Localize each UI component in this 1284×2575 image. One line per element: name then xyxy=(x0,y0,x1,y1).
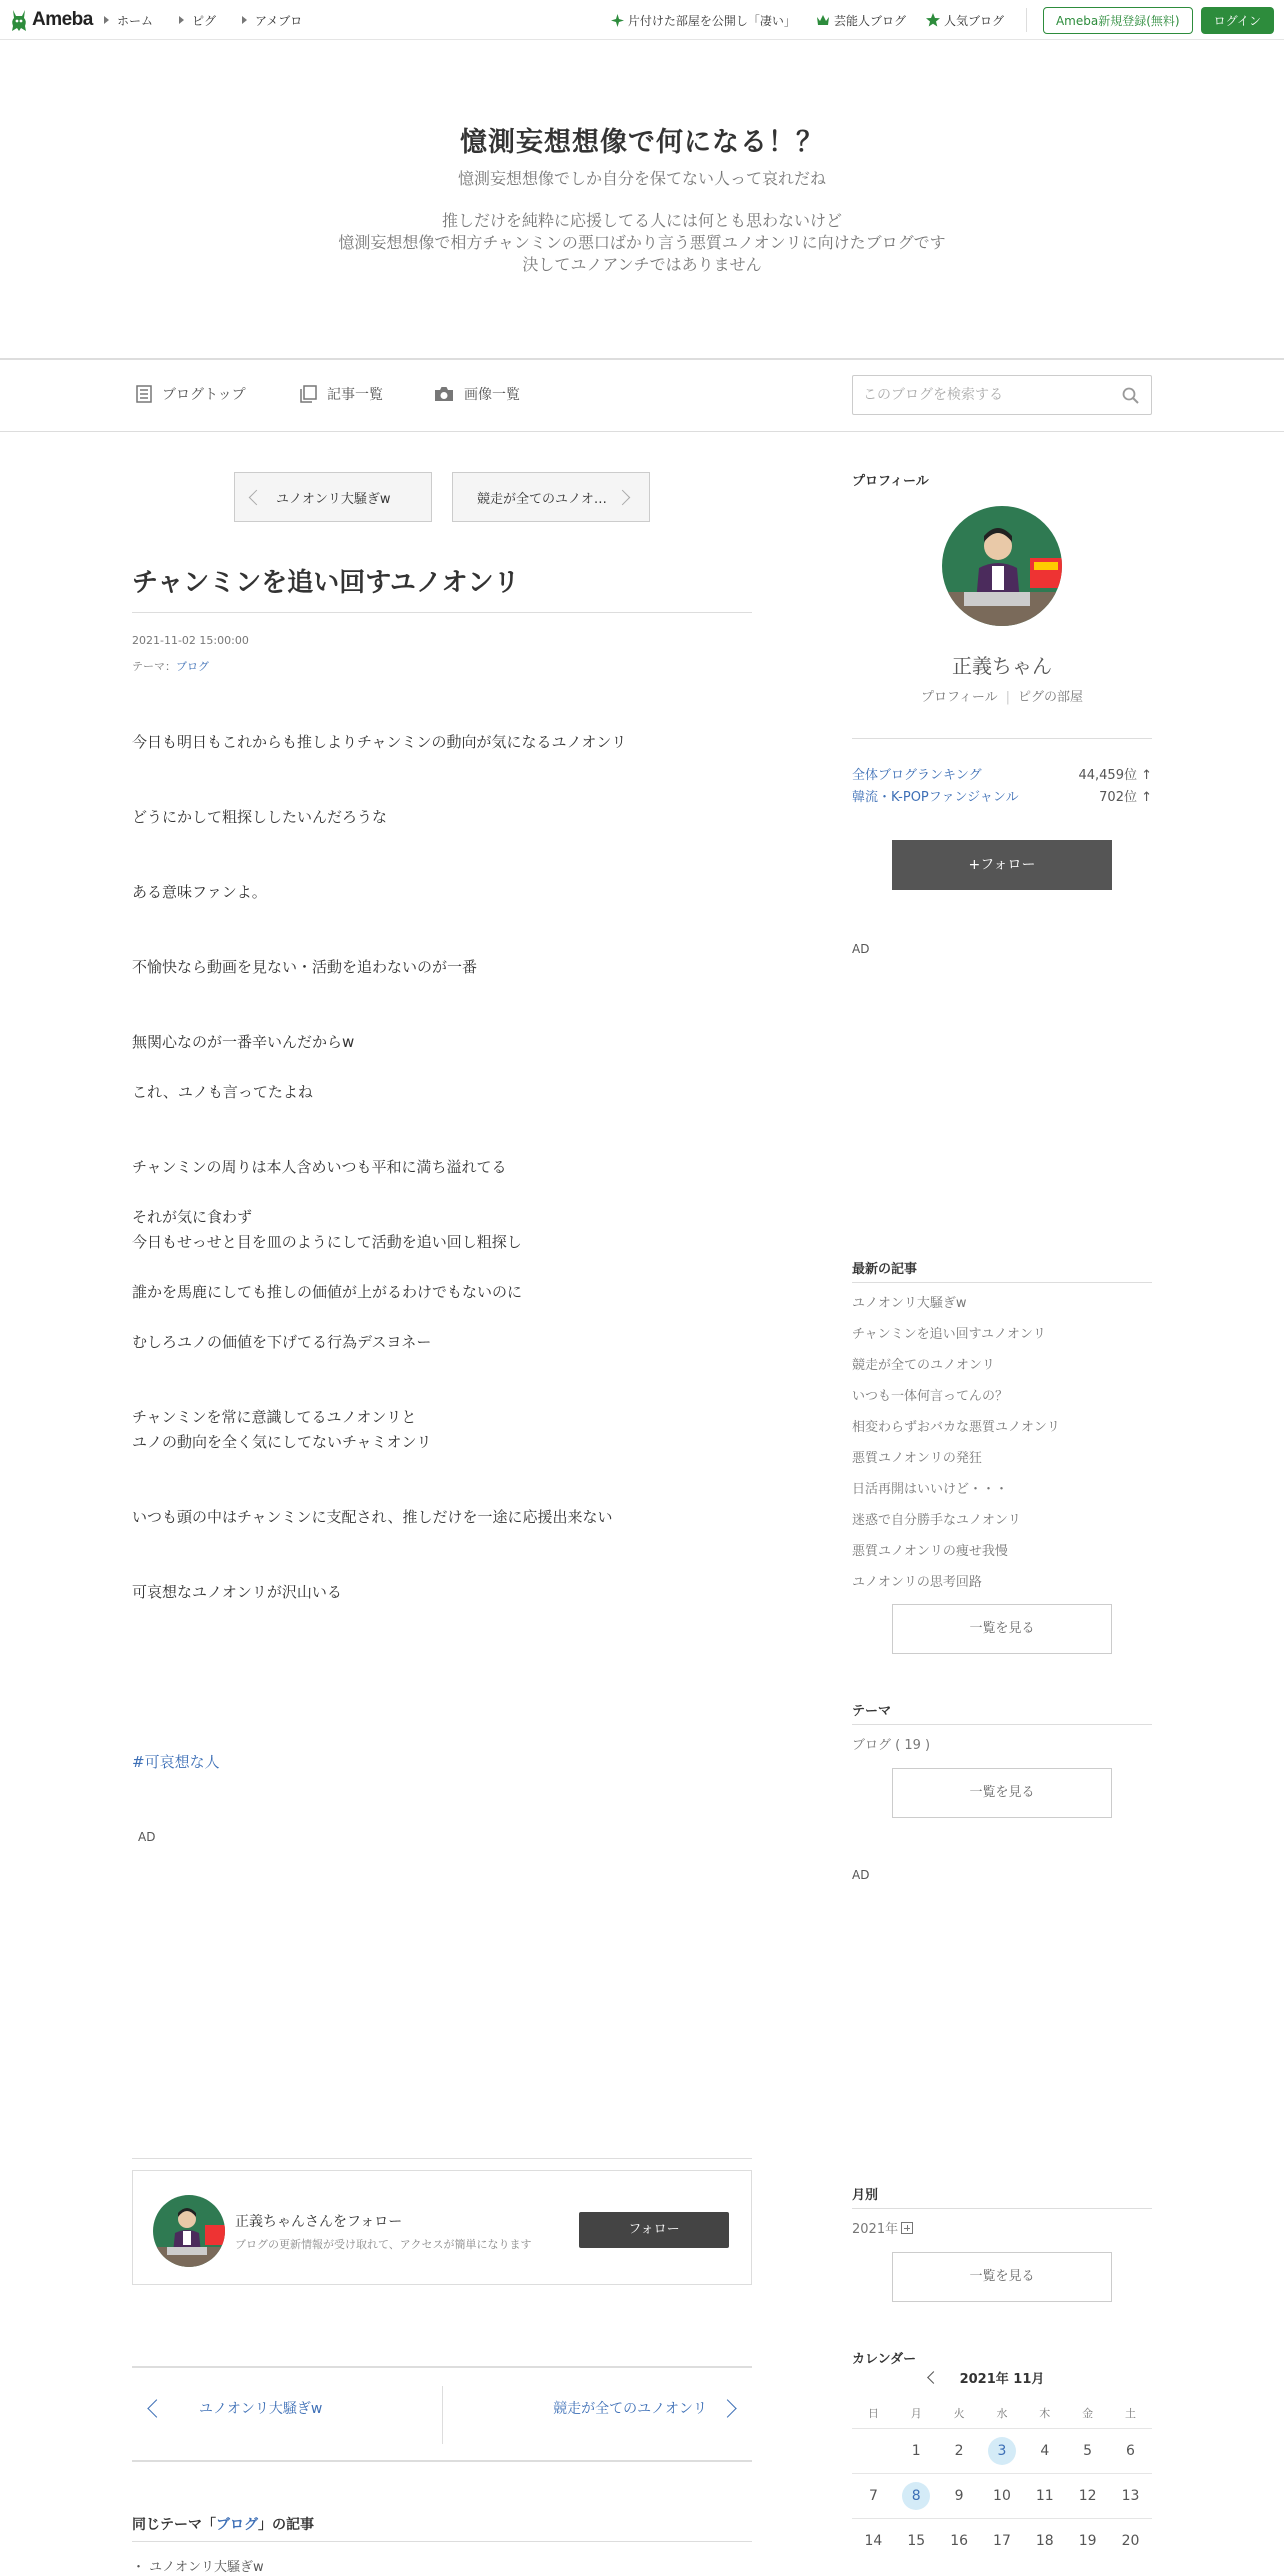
profile-heading: プロフィール xyxy=(852,474,929,489)
article-paragraph: 誰かを馬鹿にしても推しの価値が上がるわけでもないのに xyxy=(132,1283,523,1301)
next-article-link-label: 競走が全てのユノオンリ xyxy=(553,2401,707,2417)
register-button[interactable]: Ameba新規登録(無料) xyxy=(1043,7,1193,34)
weekday-label: 金 xyxy=(1082,2407,1094,2420)
ameba-logo[interactable] xyxy=(10,6,93,34)
calendar-day xyxy=(981,2533,1024,2549)
calendar-day-label: 3 xyxy=(988,2437,1016,2465)
search-icon[interactable] xyxy=(1122,387,1139,404)
calendar-week-row xyxy=(852,2428,1152,2473)
article-paragraph: どうにかして粗探ししたいんだろうな xyxy=(132,808,388,826)
same-theme-suffix: 」の記事 xyxy=(258,2517,314,2533)
weekday-label: 木 xyxy=(1039,2407,1051,2420)
article-pager xyxy=(132,2366,752,2462)
article-paragraph: 可哀想なユノオンリが沢山いる xyxy=(132,1583,342,1601)
chevron-right-icon xyxy=(615,489,631,505)
ad-label: AD xyxy=(852,942,870,956)
calendar-day xyxy=(852,2488,895,2504)
calendar-day-label: 7 xyxy=(868,2488,878,2504)
divider xyxy=(852,738,1152,739)
article-paragraph: いつも頭の中はチャンミンに支配され、推しだけを一途に応援出来ない xyxy=(132,1508,613,1526)
blog-nav xyxy=(0,360,1284,432)
divider xyxy=(132,2158,752,2159)
follow-box-title: 正義ちゃんさんをフォロー xyxy=(235,2214,403,2230)
profile-avatar[interactable] xyxy=(942,506,1062,626)
chevron-left-icon[interactable] xyxy=(927,2371,940,2384)
same-theme-prefix: 同じテーマ「 xyxy=(132,2517,216,2533)
calendar-day xyxy=(852,2533,895,2549)
calendar-day-label: 20 xyxy=(1121,2533,1140,2549)
pager-divider xyxy=(442,2386,443,2444)
ranking-overall-value: 44,459位 ↑ xyxy=(1078,768,1152,783)
celebrity-blog-link[interactable] xyxy=(816,12,906,29)
theme-item-link[interactable]: ブログ ( 19 ) xyxy=(852,1738,931,1753)
global-header xyxy=(0,0,1284,40)
next-article-label: 競走が全てのユノオ… xyxy=(477,491,607,507)
divider xyxy=(132,2541,752,2542)
calendar-day-label: 5 xyxy=(1083,2443,1093,2459)
ad-label: AD xyxy=(138,1830,156,1844)
same-theme-link[interactable]: ブログ xyxy=(216,2517,258,2533)
nav-article-list[interactable] xyxy=(300,384,383,404)
popular-blog-link[interactable] xyxy=(926,12,1004,29)
avatar-image xyxy=(153,2195,225,2267)
nav-pig-label: ピグ xyxy=(192,13,217,28)
profile-avatar-image xyxy=(942,506,1062,626)
blog-title[interactable]: 憶測妄想想像で何になる！？ xyxy=(460,127,824,158)
blog-search xyxy=(852,375,1152,415)
calendar-day xyxy=(1109,2488,1152,2504)
nav-home[interactable] xyxy=(104,12,153,29)
prev-article-button[interactable] xyxy=(234,472,432,522)
next-article-link[interactable] xyxy=(553,2398,740,2418)
ranking-row xyxy=(852,786,1152,805)
recent-article-link[interactable]: いつも一体何言ってんの？ xyxy=(852,1389,1009,1404)
calendar-weekday-row xyxy=(852,2398,1152,2428)
recent-article-link[interactable]: 相変わらずおバカな悪質ユノオンリ xyxy=(852,1420,1060,1435)
calendar-day-label: 11 xyxy=(1035,2488,1054,2504)
calendar-grid xyxy=(852,2398,1152,2563)
theme-prefix: テーマ： xyxy=(132,660,176,673)
calendar-day xyxy=(895,2533,938,2549)
calendar-day xyxy=(1066,2443,1109,2459)
login-button[interactable]: ログイン xyxy=(1201,7,1274,34)
ad-label: AD xyxy=(852,1868,870,1882)
featured-link[interactable] xyxy=(611,12,796,29)
popular-blog-label: 人気ブログ xyxy=(943,13,1004,28)
theme-see-all-button[interactable]: 一覧を見る xyxy=(892,1768,1112,1818)
star-icon xyxy=(926,13,940,27)
calendar-day-label: 12 xyxy=(1078,2488,1097,2504)
article-paragraph: チャンミンの周りは本人含めいつも平和に満ち溢れてる xyxy=(132,1158,507,1176)
calendar-day xyxy=(1023,2533,1066,2549)
article-date: 2021-11-02 15:00:00 xyxy=(132,634,249,647)
ranking-overall-link[interactable]: 全体ブログランキング xyxy=(852,768,982,783)
ranking-genre-link[interactable]: 韓流・K-POPファンジャンル xyxy=(852,790,1019,805)
calendar-day-label: 8 xyxy=(902,2482,930,2510)
recent-article-link[interactable]: 悪質ユノオンリの発狂 xyxy=(852,1451,982,1466)
logo-text: Ameba xyxy=(32,9,93,30)
camera-icon xyxy=(434,386,454,402)
article-theme xyxy=(132,658,209,674)
profile-link[interactable]: プロフィール xyxy=(920,690,998,705)
link-separator: | xyxy=(1005,690,1011,705)
recent-article-link[interactable]: ユノオンリ大騒ぎw xyxy=(852,1296,967,1311)
nav-blog-top[interactable] xyxy=(136,384,246,404)
calendar-day-label: 18 xyxy=(1035,2533,1054,2549)
calendar-title: 2021年 11月 xyxy=(959,2372,1045,2387)
copy-icon xyxy=(300,385,317,403)
weekday-label: 日 xyxy=(867,2407,879,2420)
recent-see-all-button[interactable]: 一覧を見る xyxy=(892,1604,1112,1654)
global-right xyxy=(591,0,1274,40)
calendar-day-label: 16 xyxy=(950,2533,969,2549)
article-paragraph: むしろユノの価値を下げてる行為デスヨネー xyxy=(132,1333,432,1351)
recent-heading: 最新の記事 xyxy=(852,1262,918,1277)
nav-home-label: ホーム xyxy=(117,13,154,28)
document-icon xyxy=(136,385,152,403)
blog-header xyxy=(0,40,1284,358)
nav-image-list-label: 画像一覧 xyxy=(464,387,520,403)
same-theme-heading xyxy=(132,2514,314,2534)
monthly-see-all-button[interactable]: 一覧を見る xyxy=(892,2252,1112,2302)
nav-image-list[interactable] xyxy=(434,384,520,404)
blog-description xyxy=(0,210,1284,276)
article-title[interactable]: チャンミンを追い回すユノオンリ xyxy=(132,568,520,598)
article-paragraph: ある意味ファンよ。 xyxy=(132,883,267,901)
nav-ameblo-label: アメブロ xyxy=(255,13,303,28)
profile-name[interactable]: 正義ちゃん xyxy=(952,654,1052,678)
sidebar-follow-button[interactable]: +フォロー xyxy=(892,840,1112,890)
recent-article-link[interactable]: 迷惑で自分勝手なユノオンリ xyxy=(852,1513,1021,1528)
profile-links xyxy=(852,686,1152,705)
theme-link[interactable]: ブログ xyxy=(176,660,209,673)
same-theme-article[interactable]: ・ ユノオンリ大騒ぎw xyxy=(132,2560,264,2575)
blog-description-line: 憶測妄想想像で相方チャンミンの悪口ばかり言う悪質ユノオンリに向けたブログです xyxy=(338,233,946,252)
weekday-label: 土 xyxy=(1124,2407,1136,2420)
article-title-divider xyxy=(132,612,752,613)
calendar-day-label: 2 xyxy=(954,2443,964,2459)
ranking-row xyxy=(852,764,1152,783)
calendar-day xyxy=(1023,2488,1066,2504)
same-theme-article-label: ユノオンリ大騒ぎw xyxy=(149,2560,264,2575)
calendar-day-label: 9 xyxy=(954,2488,964,2504)
calendar-day-label: 13 xyxy=(1121,2488,1140,2504)
nav-pig[interactable] xyxy=(179,12,216,29)
calendar-day-label: 19 xyxy=(1078,2533,1097,2549)
recent-article-link[interactable]: ユノオンリの思考回路 xyxy=(852,1575,982,1590)
prev-article-label: ユノオンリ大騒ぎw xyxy=(276,491,391,507)
calendar-header xyxy=(852,2368,1152,2387)
calendar-day xyxy=(1109,2443,1152,2459)
header-divider xyxy=(1026,8,1027,32)
blog-description-line: 推しだけを純粋に応援してる人には何とも思わないけど xyxy=(441,211,842,230)
article-paragraph: 不愉快なら動画を見ない・活動を追わないのが一番 xyxy=(132,958,478,976)
avatar[interactable] xyxy=(153,2195,225,2267)
prev-article-link[interactable] xyxy=(144,2398,322,2418)
expand-plus-icon[interactable] xyxy=(901,2222,913,2234)
calendar-day-with-post[interactable] xyxy=(895,2482,938,2510)
chevron-right-icon xyxy=(718,2399,736,2417)
calendar-day xyxy=(938,2443,981,2459)
recent-article-link[interactable]: 悪質ユノオンリの痩せ我慢 xyxy=(852,1544,1008,1559)
nav-article-list-label: 記事一覧 xyxy=(327,387,383,403)
divider xyxy=(852,2208,1152,2209)
triangle-right-icon xyxy=(179,16,184,24)
article-paragraph: チャンミンを常に意識してるユノオンリと xyxy=(132,1408,417,1426)
calendar-day-label: 10 xyxy=(993,2488,1011,2504)
calendar-day-label: 14 xyxy=(864,2533,883,2549)
article-paragraph: それが気に食わず xyxy=(132,1208,253,1226)
month-item-label: 2021年 xyxy=(852,2222,899,2237)
calendar-day-label: 1 xyxy=(911,2443,921,2459)
calendar-heading: カレンダー xyxy=(852,2352,917,2367)
calendar-day xyxy=(895,2443,938,2459)
recent-article-link[interactable]: 競走が全てのユノオンリ xyxy=(852,1358,995,1373)
monthly-heading: 月別 xyxy=(852,2188,879,2203)
calendar-day xyxy=(938,2533,981,2549)
month-item[interactable] xyxy=(852,2218,913,2237)
theme-heading: テーマ xyxy=(852,1704,892,1719)
article-paragraph: 無関心なのが一番辛いんだからw xyxy=(132,1033,355,1051)
triangle-right-icon xyxy=(242,16,247,24)
article-paragraph: 今日もせっせと目を皿のようにして活動を追い回し粗探し xyxy=(132,1233,522,1251)
article-paragraph: 今日も明日もこれからも推しよりチャンミンの動向が気になるユノオンリ xyxy=(132,733,627,751)
calendar-day xyxy=(981,2488,1024,2504)
blog-subtitle: 憶測妄想想像でしか自分を保てない人って哀れだね xyxy=(457,169,826,188)
nav-blog-top-label: ブログトップ xyxy=(162,387,246,403)
triangle-right-icon xyxy=(104,16,109,24)
calendar-day-label: 17 xyxy=(993,2533,1011,2549)
calendar-day-label: 15 xyxy=(907,2533,926,2549)
divider xyxy=(852,1724,1152,1725)
calendar-day-label: 6 xyxy=(1126,2443,1135,2459)
calendar-day xyxy=(1109,2533,1152,2549)
recent-article-link[interactable]: 日活再開はいいけど・・・ xyxy=(852,1482,1009,1497)
weekday-label: 水 xyxy=(996,2407,1008,2420)
calendar-day-with-post[interactable] xyxy=(981,2437,1024,2465)
featured-link-label: 片付けた部屋を公開し「凄い」 xyxy=(627,13,796,28)
article-paragraph: これ、ユノも言ってたよね xyxy=(132,1083,313,1101)
global-nav xyxy=(104,0,328,40)
ameba-mascot-icon xyxy=(10,8,28,32)
sparkle-icon xyxy=(611,14,624,27)
calendar-day-label: 4 xyxy=(1040,2443,1050,2459)
celebrity-blog-label: 芸能人ブログ xyxy=(833,13,906,28)
chevron-left-icon xyxy=(249,489,265,505)
follow-box xyxy=(132,2170,752,2285)
calendar-week-row xyxy=(852,2473,1152,2518)
divider xyxy=(852,1282,1152,1283)
calendar-day xyxy=(1066,2488,1109,2504)
weekday-label: 月 xyxy=(910,2407,922,2420)
weekday-label: 火 xyxy=(953,2407,965,2420)
calendar-day xyxy=(1023,2443,1066,2459)
blog-description-line: 決してユノアンチではありません xyxy=(522,255,762,274)
chevron-left-icon xyxy=(147,2399,165,2417)
next-article-button[interactable] xyxy=(452,472,650,522)
pig-room-link[interactable]: ピグの部屋 xyxy=(1018,690,1084,705)
follow-box-description: ブログの更新情報が受け取れて、アクセスが簡単になります xyxy=(235,2238,532,2251)
nav-ameblo[interactable] xyxy=(242,12,302,29)
hashtag-link[interactable]: #可哀想な人 xyxy=(132,1753,220,1771)
follow-button[interactable]: フォロー xyxy=(579,2212,729,2248)
recent-article-link[interactable]: チャンミンを追い回すユノオンリ xyxy=(852,1327,1046,1342)
blog-search-input[interactable] xyxy=(863,384,1113,406)
crown-icon xyxy=(816,14,830,26)
calendar-day xyxy=(1066,2533,1109,2549)
prev-article-link-label: ユノオンリ大騒ぎw xyxy=(199,2401,323,2417)
article-paragraph: ユノの動向を全く気にしてないチャミオンリ xyxy=(132,1433,432,1451)
calendar-week-row xyxy=(852,2518,1152,2563)
calendar-day xyxy=(938,2488,981,2504)
ranking-genre-value: 702位 ↑ xyxy=(1099,790,1152,805)
